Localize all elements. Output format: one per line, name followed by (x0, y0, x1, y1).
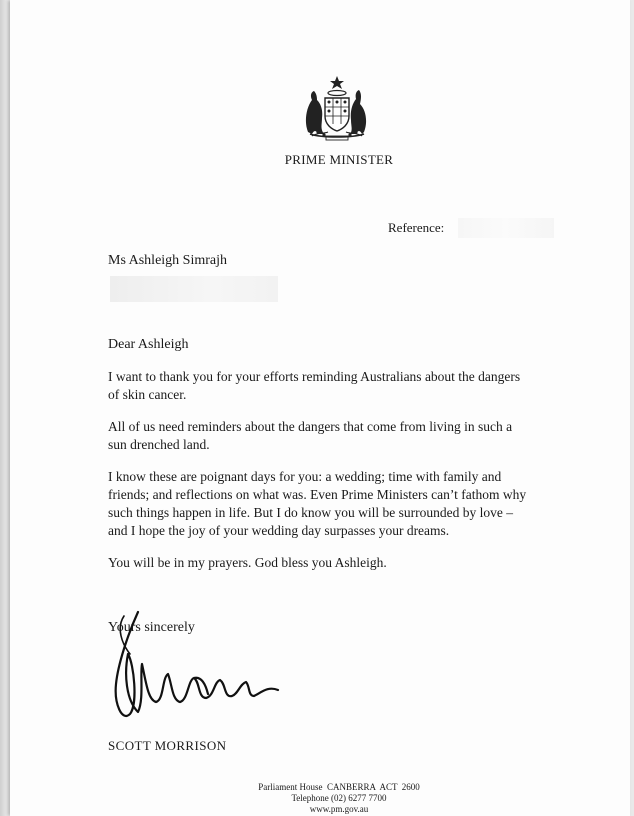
body-paragraph: I know these are poignant days for you: a wedding; time with family and friends; and reflections on what was. Even Prime Ministers can’t fathom why such things happen in life. But I do know you will be surrounded by love – and I hope the joy of your wedding day surpasses your dreams. (108, 469, 527, 538)
page-edge-shadow (0, 0, 10, 816)
address-redaction (110, 276, 278, 302)
salutation: Dear Ashleigh (108, 337, 189, 352)
body-paragraph: All of us need reminders about the dangers that come from living in such a sun drenched land. (108, 419, 513, 452)
recipient-name: Ms Ashleigh Simrajh (108, 253, 228, 268)
reference-redaction (458, 218, 554, 238)
reference-label: Reference: (388, 220, 445, 235)
office-title: PRIME MINISTER (284, 152, 394, 167)
footer-website: www.pm.gov.au (309, 804, 369, 814)
body-paragraph: I want to thank you for your efforts reminding Australians about the dangers of skin cancer. (108, 369, 521, 402)
signatory-name: SCOTT MORRISON (108, 738, 227, 753)
footer-address: Parliament House CANBERRA ACT 2600 (258, 782, 420, 792)
letterhead-footer (210, 782, 468, 815)
letter-page (10, 0, 630, 816)
handwritten-signature (98, 604, 318, 734)
letter-body (108, 368, 528, 586)
footer-telephone: Telephone (02) 6277 7700 (291, 793, 387, 803)
coat-of-arms-icon (298, 74, 376, 142)
body-paragraph: You will be in my prayers. God bless you Ashleigh. (108, 555, 387, 570)
closing: Yours sincerely (108, 620, 195, 635)
